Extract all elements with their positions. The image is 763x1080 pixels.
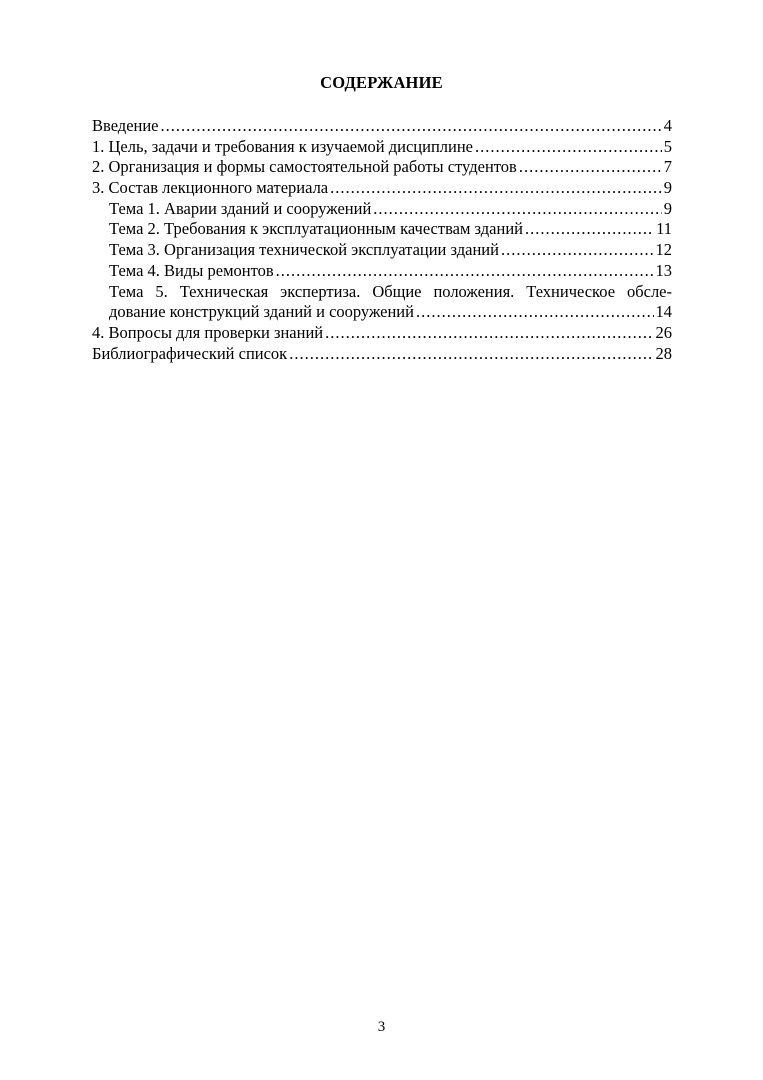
- toc-entry-topic-5-line-2[interactable]: [92, 302, 672, 323]
- toc-entry-label: 1. Цель, задачи и требования к изучаемой дисциплине: [92, 136, 473, 156]
- toc-entry-label: Тема 1. Аварии зданий и сооружений: [109, 198, 372, 218]
- toc-entry-label: 3. Состав лекционного материала: [92, 178, 329, 198]
- toc-leader-dots: [416, 302, 654, 323]
- toc-entry-introduction[interactable]: [92, 116, 672, 137]
- toc-leader-dots: [289, 344, 653, 365]
- toc-entry-chapter-3[interactable]: [92, 178, 672, 199]
- toc-leader-dots: [276, 261, 654, 282]
- toc-entry-topic-4[interactable]: [92, 261, 672, 282]
- table-of-contents: [92, 116, 672, 364]
- toc-entry-page: 26: [655, 322, 672, 342]
- toc-leader-dots: [475, 137, 662, 158]
- toc-entry-page: 7: [663, 157, 672, 177]
- toc-leader-dots: [501, 240, 654, 261]
- toc-entry-page: 4: [663, 116, 672, 135]
- toc-entry-chapter-4[interactable]: [92, 323, 672, 344]
- toc-entry-page: 5: [663, 136, 672, 156]
- toc-entry-topic-1[interactable]: [92, 199, 672, 220]
- toc-entry-page: 12: [655, 240, 672, 260]
- toc-entry-label: 4. Вопросы для проверки знаний: [92, 322, 324, 342]
- page-number: 3: [377, 1019, 386, 1035]
- toc-entry-topic-2[interactable]: [92, 219, 672, 240]
- toc-entry-chapter-1[interactable]: [92, 137, 672, 158]
- toc-entry-page: 9: [663, 198, 672, 218]
- toc-entry-label: 2. Организация и формы самостоятельной работы студентов: [92, 157, 517, 177]
- toc-leader-dots: [373, 199, 661, 220]
- toc-entry-page: 13: [655, 260, 672, 280]
- toc-entry-page: 11: [656, 219, 672, 239]
- toc-entry-bibliography[interactable]: [92, 344, 672, 365]
- toc-entry-label: Тема 3. Организация технической эксплуатации зданий: [109, 240, 499, 260]
- toc-entry-page: 28: [655, 343, 672, 363]
- page-title: СОДЕРЖАНИЕ: [320, 73, 443, 92]
- toc-entry-page: 9: [663, 178, 672, 198]
- toc-entry-label: Тема 2. Требования к эксплуатационным качествам зданий: [109, 219, 523, 239]
- toc-entry-chapter-2[interactable]: [92, 157, 672, 178]
- toc-entry-label: Введение: [92, 116, 159, 135]
- toc-leader-dots: [330, 178, 662, 199]
- toc-entry-label: дование конструкций зданий и сооружений: [109, 302, 414, 322]
- toc-entry-label: Тема 4. Виды ремонтов: [109, 260, 274, 280]
- toc-entry-label: Тема 5. Техническая экспертиза. Общие положения. Техническое обсле-: [109, 281, 672, 301]
- toc-entry-label: Библиографический список: [92, 343, 288, 363]
- toc-entry-page: 14: [655, 302, 672, 322]
- toc-entry-topic-5-line-1[interactable]: [92, 282, 672, 303]
- toc-leader-dots: [525, 219, 654, 240]
- toc-entry-topic-3[interactable]: [92, 240, 672, 261]
- toc-leader-dots: [325, 323, 653, 344]
- toc-leader-dots: [519, 157, 662, 178]
- toc-leader-dots: [161, 116, 662, 137]
